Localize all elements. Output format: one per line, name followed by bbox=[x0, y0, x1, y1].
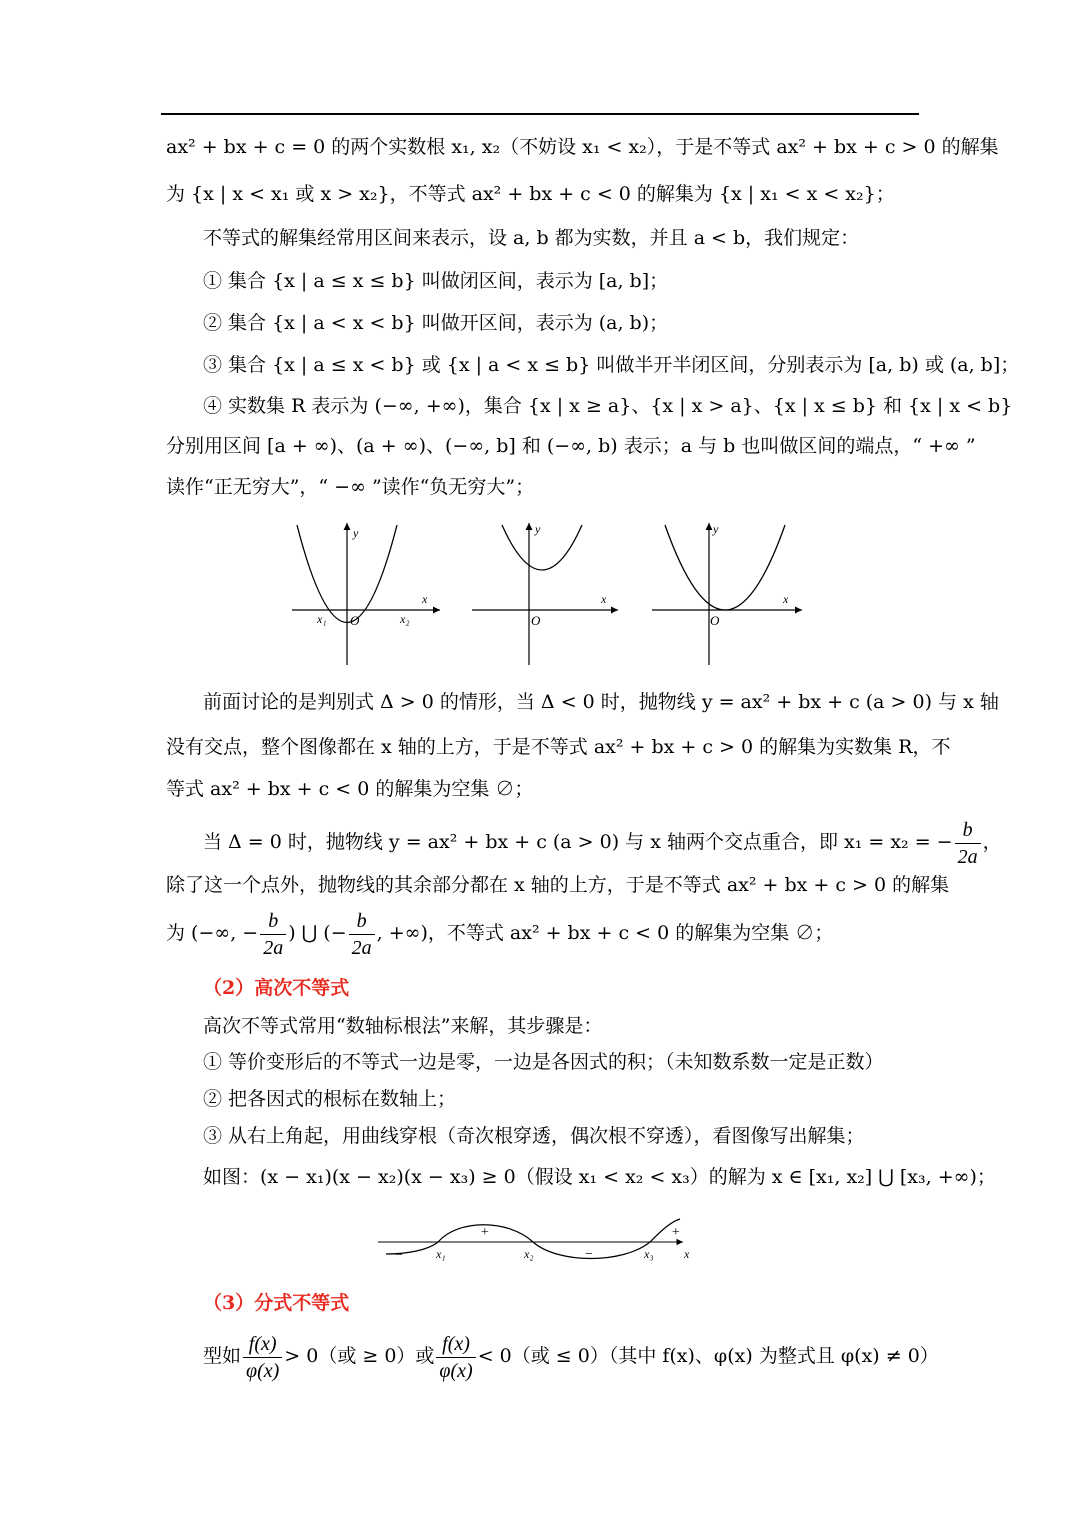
origin-label: O bbox=[710, 613, 720, 628]
list-item: ④ 实数集 R 表示为 (−∞, +∞)，集合 {x | x ≥ a}、{x | x > a}、{x | x ≤ b} 和 {x | x < b} bbox=[203, 395, 1013, 417]
text-segment: , +∞)，不等式 ax² + bx + c < 0 的解集为空集 ∅； bbox=[376, 922, 834, 944]
text-line: 除了这一个点外，抛物线的其余部分都在 x 轴的上方，于是不等式 ax² + bx + c > 0 的解集 bbox=[166, 874, 950, 896]
sign-minus: − bbox=[394, 1248, 404, 1263]
list-item: ③ 从右上角起，用曲线穿根（奇次根穿透，偶次根不穿透），看图像写出解集； bbox=[203, 1125, 865, 1147]
fraction-b-over-2a bbox=[349, 908, 375, 961]
list-item: ① 集合 {x | a ≤ x ≤ b} 叫做闭区间，表示为 [a, b]； bbox=[203, 270, 669, 292]
text-line: 等式 ax² + bx + c < 0 的解集为空集 ∅； bbox=[166, 778, 534, 800]
text-segment: 型如 bbox=[203, 1345, 242, 1367]
text-segment: 当 Δ = 0 时，抛物线 y = ax² + bx + c (a > 0) 与 x 轴两个交点重合，即 x₁ = x₂ = − bbox=[203, 831, 953, 853]
text-segment: ， bbox=[982, 831, 1002, 853]
list-item: ① 等价变形后的不等式一边是零，一边是各因式的积；（未知数系数一定是正数） bbox=[203, 1051, 884, 1073]
graph-two-roots bbox=[292, 523, 440, 665]
text-line bbox=[203, 1326, 939, 1386]
x-axis-label: x bbox=[684, 1247, 690, 1261]
fraction-b-over-2a bbox=[955, 817, 981, 870]
section-heading: （2）高次不等式 bbox=[203, 977, 350, 999]
text-segment: < 0（或 ≤ 0）（其中 f(x)、φ(x) 为整式且 φ(x) ≠ 0） bbox=[477, 1345, 939, 1367]
fraction-numerator: f(x) bbox=[243, 1331, 282, 1358]
root-x2-label: x₂ bbox=[400, 612, 410, 626]
text-line: 高次不等式常用“数轴标根法”来解，其步骤是： bbox=[203, 1015, 603, 1037]
x-axis-label: x bbox=[422, 592, 428, 606]
y-axis-label: y bbox=[535, 522, 541, 536]
origin-label: O bbox=[531, 613, 541, 628]
y-axis-label: y bbox=[353, 526, 359, 540]
text-segment: 为 (−∞, − bbox=[166, 922, 259, 944]
fraction-numerator: b bbox=[955, 817, 981, 844]
y-axis-label: y bbox=[713, 522, 719, 536]
graph-one-root bbox=[652, 522, 802, 665]
sign-plus: + bbox=[671, 1225, 681, 1240]
text-line: 没有交点，整个图像都在 x 轴的上方，于是不等式 ax² + bx + c > 0 的解集为实数集 R，不 bbox=[166, 736, 951, 758]
fraction-denominator: 2a bbox=[957, 845, 978, 868]
list-item: ② 把各因式的根标在数轴上； bbox=[203, 1088, 457, 1110]
text-segment: > 0（或 ≥ 0）或 bbox=[284, 1345, 435, 1367]
text-line: ax² + bx + c = 0 的两个实数根 x₁, x₂（不妨设 x₁ < x₂），于是不等式 ax² + bx + c > 0 的解集 bbox=[166, 136, 999, 158]
list-item: ③ 集合 {x | a ≤ x < b} 或 {x | a < x ≤ b} 叫做半开半闭区间，分别表示为 [a, b) 或 (a, b]； bbox=[203, 354, 1020, 376]
text-segment: ) ⋃ (− bbox=[288, 922, 347, 944]
fraction-denominator: 2a bbox=[351, 936, 372, 959]
sign-chart-diagram bbox=[378, 1214, 698, 1266]
text-line: 读作“正无穷大”，“ −∞ ”读作“负无穷大”； bbox=[166, 476, 535, 498]
origin-label: O bbox=[350, 613, 360, 628]
root-x3-label: x₃ bbox=[644, 1247, 654, 1261]
text-line: 为 {x | x < x₁ 或 x > x₂}，不等式 ax² + bx + c < 0 的解集为 {x | x₁ < x < x₂}； bbox=[166, 183, 895, 205]
parabola-graphs bbox=[280, 515, 820, 670]
header-rule bbox=[161, 113, 919, 115]
fraction-numerator: b bbox=[349, 908, 375, 935]
text-line: 如图：(x − x₁)(x − x₂)(x − x₃) ≥ 0（假设 x₁ < x₂ < x₃）的解为 x ∈ [x₁, x₂] ⋃ [x₃, +∞)； bbox=[203, 1166, 996, 1188]
root-x1-label: x₁ bbox=[317, 612, 327, 626]
text-line: 不等式的解集经常用区间来表示，设 a, b 都为实数，并且 a < b，我们规定： bbox=[203, 227, 860, 249]
fraction-denominator: φ(x) bbox=[439, 1359, 473, 1382]
text-line: 前面讨论的是判别式 Δ > 0 的情形，当 Δ < 0 时，抛物线 y = ax² + bx + c (a > 0) 与 x 轴 bbox=[203, 691, 999, 713]
fraction-numerator: f(x) bbox=[436, 1331, 475, 1358]
x-axis-label: x bbox=[783, 592, 789, 606]
sign-minus: − bbox=[584, 1247, 594, 1262]
fraction-numerator: b bbox=[260, 908, 286, 935]
fraction-b-over-2a bbox=[260, 908, 286, 961]
text-line: 分别用区间 [a + ∞)、(a + ∞)、(−∞, b] 和 (−∞, b) 表示；a 与 b 也叫做区间的端点，“ +∞ ” bbox=[166, 435, 976, 457]
text-line bbox=[203, 815, 1002, 869]
fraction-f-over-phi bbox=[436, 1331, 475, 1384]
root-x1-label: x₁ bbox=[436, 1247, 446, 1261]
list-item: ② 集合 {x | a < x < b} 叫做开区间，表示为 (a, b)； bbox=[203, 312, 669, 334]
section-heading: （3）分式不等式 bbox=[203, 1292, 350, 1314]
text-line bbox=[166, 905, 926, 961]
root-x2-label: x₂ bbox=[524, 1247, 534, 1261]
graph-no-roots bbox=[472, 522, 618, 665]
sign-plus: + bbox=[480, 1225, 490, 1240]
fraction-denominator: 2a bbox=[263, 936, 284, 959]
x-axis-label: x bbox=[601, 592, 607, 606]
fraction-denominator: φ(x) bbox=[246, 1359, 280, 1382]
fraction-f-over-phi bbox=[243, 1331, 282, 1384]
